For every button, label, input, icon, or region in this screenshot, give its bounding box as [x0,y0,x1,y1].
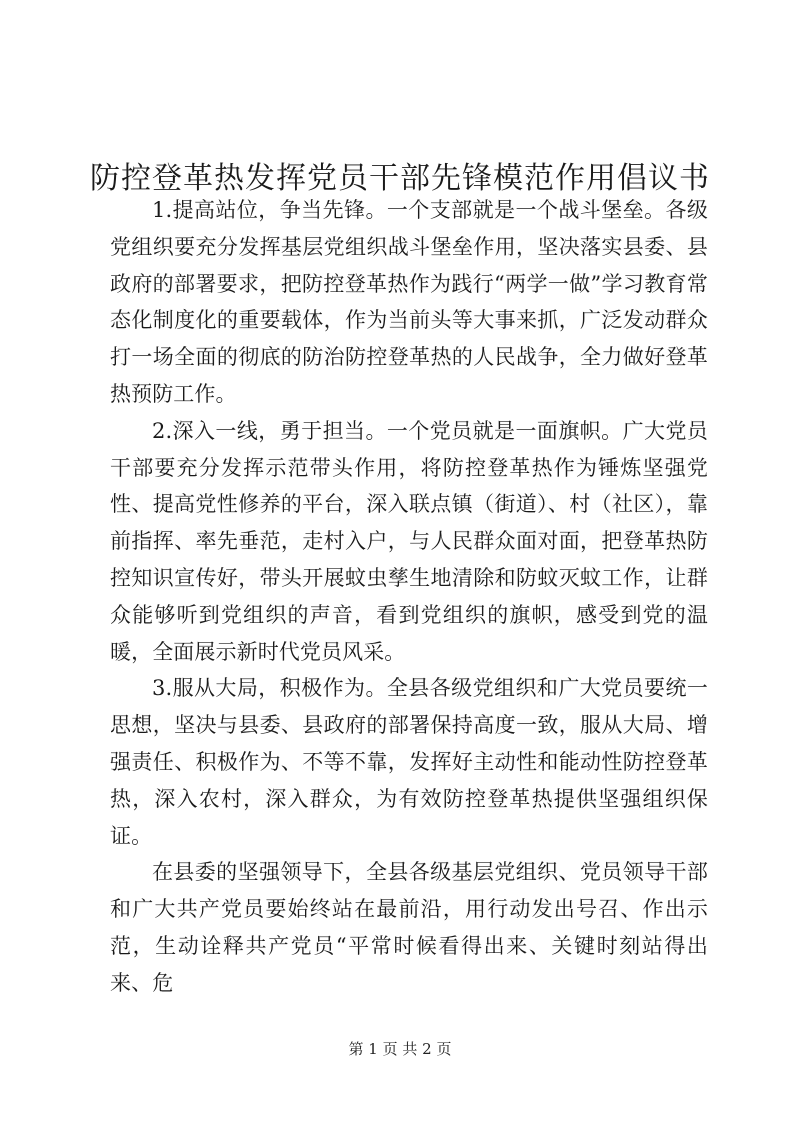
paragraph-4: 在县委的坚强领导下，全县各级基层党组织、党员领导干部和广大共产党员要始终站在最前沿，用行动发出号召、作出示范，生动诠释共产党员“平常时候看得出来、关键时刻站得出来、危 [110,860,708,995]
page-footer: 第 1 页 共 2 页 [348,1040,452,1058]
document-title: 防控登革热发挥党员干部先锋模范作用倡议书 [90,161,710,197]
document-body [110,192,708,1002]
paragraph-1: 1.提高站位，争当先锋。一个支部就是一个战斗堡垒。各级党组织要充分发挥基层党组织战斗堡垒作用，坚决落实县委、县政府的部署要求，把防控登革热作为践行“两学一做”学习教育常态化制度化的重要载体，作为当前头等大事来抓，广泛发动群众打一场全面的彻底的防治防控登革热的人民战争，全力做好登革热预防工作。 [110,198,708,406]
paragraph-3: 3.服从大局，积极作为。全县各级党组织和广大党员要统一思想，坚决与县委、县政府的部署保持高度一致，服从大局、增强责任、积极作为、不等不靠，发挥好主动性和能动性防控登革热，深入农村，深入群众，为有效防控登革热提供坚强组织保证。 [110,676,708,848]
paragraph-2: 2.深入一线，勇于担当。一个党员就是一面旗帜。广大党员干部要充分发挥示范带头作用，将防控登革热作为锤炼坚强党性、提高党性修养的平台，深入联点镇（街道）、村（社区），靠前指挥、率先垂范，走村入户，与人民群众面对面，把登革热防控知识宣传好，带头开展蚊虫孳生地清除和防蚊灭蚊工作，让群众能够听到党组织的声音，看到党组织的旗帜，感受到党的温暖，全面展示新时代党员风采。 [110,418,708,664]
